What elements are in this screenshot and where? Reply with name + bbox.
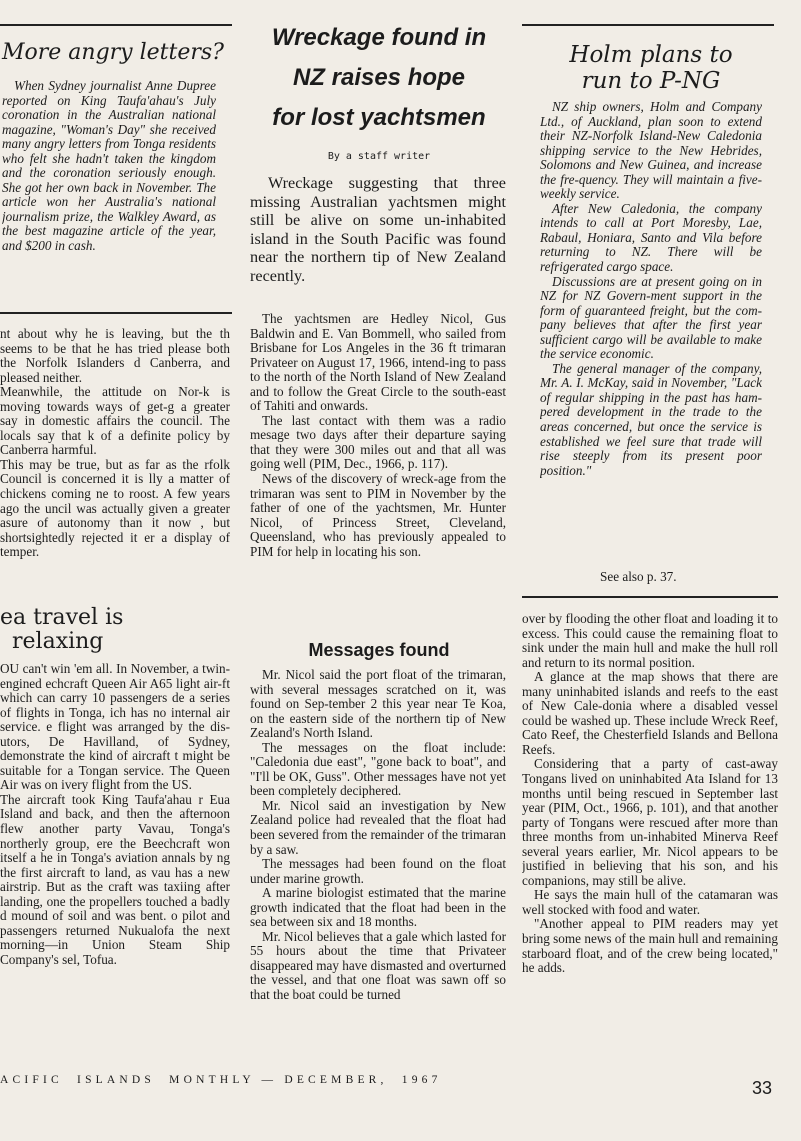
headline-wreckage bbox=[248, 18, 510, 138]
headline-holm-line-1: Holm plans to bbox=[569, 42, 733, 68]
wreckage-article-part-2 bbox=[250, 668, 506, 1060]
headline-holm bbox=[522, 42, 780, 94]
holm-paragraph-3: Discussions are at present going on in NZ for NZ Govern-ment support in the form of guaranteed freight, but the com-pany believes that after the first year sufficient cargo will be available to make the service economic. bbox=[540, 273, 762, 362]
wreckage-paragraph-8: A marine biologist estimated that the marine growth indicated that the float had been in the sea between six and 18 months. bbox=[250, 885, 506, 930]
wreckage-paragraph-3: News of the discovery of wreck-age from the trimaran was sent to PIM in November by the father of one of the yachtsmen, Mr. Hunter Nicol, of Princess Street, Cleveland, Queensland, who has previously appealed to PIM for help in locating his son. bbox=[250, 471, 506, 559]
headline-angry-letters: More angry letters? bbox=[2, 40, 224, 65]
headline-wreckage-line-3: for lost yachtsmen bbox=[272, 104, 486, 131]
angry-letters-article bbox=[2, 79, 216, 294]
norfolk-paragraph-1: nt about why he is leaving, but the th seems to be that he has tried please both the Norfolk Islanders d Canberra, and pleased neither. bbox=[0, 327, 230, 385]
headline-holm-line-2: run to P-NG bbox=[581, 68, 721, 94]
headline-sea-travel-line-1: ea travel is bbox=[0, 605, 124, 630]
norfolk-paragraph-3: This may be true, but as far as the rfolk Council is concerned it is lly a matter of chickens coming ne to roost. A few years ago the uncil was actually given a greater asure of autonomy than it now , but shortsightedly rejected it er a display of temper. bbox=[0, 456, 230, 560]
wreckage-paragraph-6: Mr. Nicol said an investigation by New Zealand police had revealed that the float had been severed from the remainder of the trimaran by a saw. bbox=[250, 797, 506, 857]
wreckage-article-part-1 bbox=[250, 312, 506, 632]
left-divider-1 bbox=[0, 312, 232, 314]
running-footer: ACIFIC ISLANDS MONTHLY — DECEMBER, 1967 bbox=[0, 1074, 442, 1086]
holm-paragraph-4: The general manager of the company, Mr. A. I. McKay, said in November, "Lack of regular shipping in the past has ham-pered development in the trade to the areas concerned, but once the service is established we feel sure that trade will rise steeply from its present poor position." bbox=[540, 360, 762, 478]
right-column bbox=[522, 0, 780, 1090]
continued-paragraph-3: Considering that a party of cast-away Tongans lived on uninhabited Ata Island for 13 months until being rescued in September last year (PIM, Oct., 1966, p. 101), and that another party of Tongans were rescued after more than three months from un-inhabited Minerva Reef several years earlier, Mr. Nicol appears to be justified in believing that his son, and his companions, may still be alive. bbox=[522, 756, 778, 888]
headline-wreckage-line-1: Wreckage found in bbox=[271, 24, 487, 51]
lede-text: Wreckage suggesting that three missing Australian yachtsmen might still be alive on some un-inhabited island in the South Pacific was found near the northern tip of New Zealand recently. bbox=[250, 174, 506, 285]
continued-paragraph-5: "Another appeal to PIM readers may yet bring some news of the main hull and remaining starboard float, and of the crew being located," he adds. bbox=[522, 916, 778, 976]
holm-see-also: See also p. 37. bbox=[600, 569, 677, 584]
wreckage-paragraph-1: The yachtsmen are Hedley Nicol, Gus Baldwin and E. Van Bommell, who sailed from Brisbane for Los Angeles in the 36 ft trimaran Privateer on August 17, 1966, intend-ing to pass to the north of the North Island of New Zealand and to follow the Great Circle to the south-east of Tahiti and onwards. bbox=[250, 312, 506, 414]
middle-column bbox=[248, 0, 510, 1090]
left-column bbox=[0, 0, 232, 1090]
page-number: 33 bbox=[752, 1078, 773, 1098]
holm-paragraph-2: After New Caledonia, the company intends to call at Port Moresby, Lae, Rabaul, Honiara, Santo and Vila before returning to NZ. There will be refrigerated cargo space. bbox=[540, 200, 762, 275]
norfolk-paragraph-2: Meanwhile, the attitude on Nor-k is moving towards ways of get-g a greater say in domestic affairs the council. The locals say that k of a definite policy by Canberra harmful. bbox=[0, 384, 230, 458]
headline-sea-travel bbox=[0, 606, 230, 654]
wreckage-paragraph-5: The messages on the float include: "Caledonia due east", "gone back to boat", and "I'll be OK, Guss". Other messages have not yet been completely deciphered. bbox=[250, 739, 506, 799]
wreckage-paragraph-7: The messages had been found on the float under marine growth. bbox=[250, 856, 506, 886]
norfolk-continued-article bbox=[0, 327, 230, 595]
continued-paragraph-2: A glance at the map shows that there are many uninhabited islands and reefs to the east of New Cale-donia where a disabled vessel could be washed up. These include Wreck Reef, Cato Reef, the Chesterfield Islands and Bellona Reefs. bbox=[522, 669, 778, 757]
holm-article bbox=[540, 100, 762, 570]
angry-letters-paragraph: When Sydney journalist Anne Dupree reported on King Taufa'ahau's July coronation in the Australian national magazine, "Woman's Day" she received many angry letters from Tonga residents who felt she hadn't taken the kingdom and the coronation seriously enough. She got her own back in November. The article won her Australia's national journalism prize, the Walkley Award, as the best magazine article of the year, and $200 in cash. bbox=[2, 79, 216, 254]
wreckage-paragraph-4: Mr. Nicol said the port float of the trimaran, with several messages scratched on it, was found on Sep-tember 2 this year near Te Koa, on the eastern side of the northern tip of New Zealand's North Island. bbox=[250, 668, 506, 741]
headline-sea-travel-line-2: relaxing bbox=[12, 629, 104, 654]
byline: By a staff writer bbox=[327, 151, 431, 162]
lede bbox=[250, 174, 506, 302]
wreckage-continued-article bbox=[522, 612, 778, 1062]
wreckage-paragraph-2: The last contact with them was a radio mesage two days after their departure saying that they were 300 miles out and that all was going well (PIM, Dec., 1966, p. 117). bbox=[250, 412, 506, 472]
continued-paragraph-4: He says the main hull of the catamaran was well stocked with food and water. bbox=[522, 887, 778, 917]
continued-paragraph-1: over by flooding the other float and loading it to excess. This could cause the remaining float to sink under the main hull and make the hull roll and return to its normal position. bbox=[522, 612, 778, 670]
sea-travel-paragraph-1: OU can't win 'em all. In November, a twin-engined echcraft Queen Air A65 light air-ft which can carry 10 passengers de a series of flights in Tonga, ich has no internal air service. e flight was arranged by the dis-utors, De Havilland, of Sydney, demonstrate the kind of aircraft t might be suitable for a Tongan service. The Queen Air was on ivery flight from the US. bbox=[0, 662, 230, 793]
subhead-messages-found: Messages found bbox=[308, 640, 450, 660]
sea-travel-article bbox=[0, 662, 230, 1057]
holm-paragraph-1: NZ ship owners, Holm and Company Ltd., of Auckland, plan soon to extend their NZ-Norfolk Island-New Caledonia shipping service to the New Hebrides, Solomons and New Guinea, and increase the fre-quency. They will maintain a five-weekly service. bbox=[540, 100, 762, 202]
wreckage-paragraph-9: Mr. Nicol believes that a gale which lasted for 55 hours about the time that Privateer disappeared may have dismasted and overturned the vessel, and that one float was sawn off so that the boat could be turned bbox=[250, 928, 506, 1003]
right-divider bbox=[522, 596, 778, 598]
headline-wreckage-line-2: NZ raises hope bbox=[292, 64, 466, 91]
sea-travel-paragraph-2: The aircraft took King Taufa'ahau r Eua Island and back, and then the afternoon flew another party Vavau, Tonga's northerly group, ere the Beechcraft won itself a he in Tonga's aviation annals by ng the first aircraft to land, as vau has a new airstrip. But as the craft was taxiing after landing, one the propellers touched a badly d mound of soil and was bent. o pilot and passengers returned Nukualofa the next morning—in Union Steam Ship Company's sel, Tofua. bbox=[0, 791, 230, 967]
